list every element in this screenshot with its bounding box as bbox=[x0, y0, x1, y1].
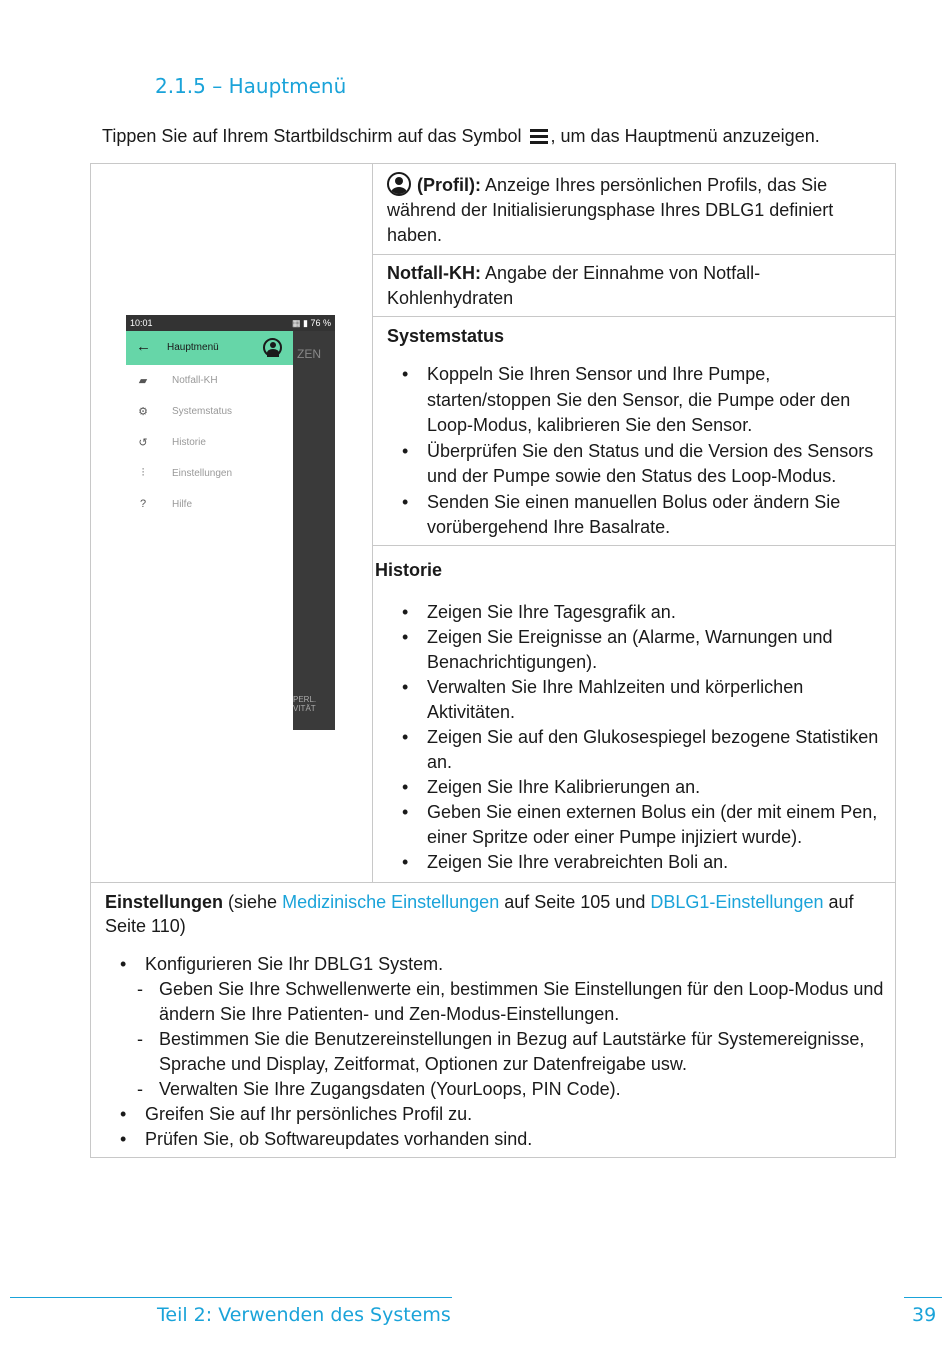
systemstatus-title: Systemstatus bbox=[387, 326, 505, 346]
phone-battery: ▦ ▮ 76 % bbox=[292, 318, 331, 328]
help-icon: ? bbox=[139, 498, 147, 510]
intro-before: Tippen Sie auf Ihrem Startbildschirm auf das Symbol bbox=[102, 126, 522, 146]
back-arrow-icon[interactable]: ← bbox=[136, 338, 151, 355]
systemstatus-cell bbox=[373, 317, 895, 546]
list-item: • Zeigen Sie Ihre verabreichten Boli an. bbox=[387, 850, 885, 875]
footer-part-title: Teil 2: Verwenden des Systems bbox=[157, 1304, 451, 1326]
list-item: • Konfigurieren Sie Ihr DBLG1 System. - Geben Sie Ihre Schwellenwerte ein, bestimmen Sie Einstellungen für den Loop-Modus und ändern Sie Ihre Patienten- und Zen-Modus-Einstellungen. - Bestimmen Sie die Benutzereinstellungen in Bezug auf Lautstärke für Systemereignisse, Sprache und Display, Zeitformat, Optionen zur Datenfreigabe usw. - Verwalten Sie Ihre Zugangsdaten (YourLoops, PIN Code). bbox=[105, 952, 889, 1102]
list-item: - Bestimmen Sie die Benutzereinstellungen in Bezug auf Lautstärke für Systemereignisse, Sprache und Display, Zeitformat, Optionen zur Datenfreigabe usw. bbox=[137, 1027, 889, 1077]
historie-list bbox=[375, 600, 885, 875]
einstellungen-sublist bbox=[137, 977, 889, 1102]
settings-sliders-icon: ⫶ bbox=[141, 467, 145, 479]
drawer-item-systemstatus[interactable]: ⚙ Systemstatus bbox=[126, 403, 293, 423]
einstellungen-header: Einstellungen (siehe Medizinische Einstellungen auf Seite 105 und DBLG1-Einstellungen auf Seite 110) bbox=[105, 892, 854, 936]
list-item: • Geben Sie einen externen Bolus ein (der mit einem Pen, einer Spritze oder einer Pumpe injiziert wurde). bbox=[387, 800, 885, 850]
main-menu-drawer bbox=[126, 331, 293, 730]
notfall-cell bbox=[373, 255, 895, 317]
phone-status-bar bbox=[126, 315, 335, 331]
notfall-text: Angabe der Einnahme von Notfall-Kohlenhydraten bbox=[387, 263, 761, 308]
screenshot-cell bbox=[91, 164, 373, 882]
drawer-item-hilfe[interactable]: ? Hilfe bbox=[126, 496, 293, 516]
historie-title: Historie bbox=[375, 560, 443, 580]
link-medizinische-einstellungen[interactable]: Medizinische Einstellungen bbox=[282, 892, 500, 912]
drawer-title: Hauptmenü bbox=[167, 342, 219, 353]
list-item: • Verwalten Sie Ihre Mahlzeiten und körperlichen Aktivitäten. bbox=[387, 675, 885, 725]
notfall-title: Notfall-KH: bbox=[387, 263, 481, 283]
carbs-icon: ▰ bbox=[138, 375, 148, 387]
drawer-item-einstellungen[interactable]: ⫶ Einstellungen bbox=[126, 465, 293, 485]
list-item: • Greifen Sie auf Ihr persönliches Profil zu. bbox=[105, 1102, 889, 1127]
drawer-item-notfall-kh[interactable]: ▰ Notfall-KH bbox=[126, 372, 293, 392]
page-number: 39 bbox=[912, 1304, 937, 1326]
hamburger-icon bbox=[530, 129, 548, 144]
footer-divider-right bbox=[904, 1297, 942, 1298]
einstellungen-title: Einstellungen bbox=[105, 892, 224, 912]
link-dblg1-einstellungen[interactable]: DBLG1-Einstellungen bbox=[650, 892, 824, 912]
einstellungen-list bbox=[105, 952, 889, 1152]
list-item: • Zeigen Sie Ihre Tagesgrafik an. bbox=[387, 600, 885, 625]
phone-screenshot bbox=[126, 315, 335, 730]
section-heading: 2.1.5 – Hauptmenü bbox=[155, 74, 347, 98]
footer-divider-left bbox=[10, 1297, 452, 1298]
list-item: • Zeigen Sie Ihre Kalibrierungen an. bbox=[387, 775, 885, 800]
systemstatus-list bbox=[387, 362, 885, 541]
intro-text bbox=[102, 126, 820, 147]
profil-title: (Profil): bbox=[417, 175, 481, 195]
historie-cell bbox=[373, 546, 895, 882]
list-item: • Zeigen Sie Ereignisse an (Alarme, Warnungen und Benachrichtigungen). bbox=[387, 625, 885, 675]
menu-table bbox=[90, 163, 896, 1158]
phone-time: 10:01 bbox=[130, 318, 153, 328]
drawer-item-historie[interactable]: ↺ Historie bbox=[126, 434, 293, 454]
list-item: • Prüfen Sie, ob Softwareupdates vorhanden sind. bbox=[105, 1127, 889, 1152]
profile-icon bbox=[387, 172, 411, 196]
intro-after: , um das Hauptmenü anzuzeigen. bbox=[550, 126, 820, 146]
phone-background-text: ZEN bbox=[297, 347, 321, 361]
drawer-header bbox=[126, 331, 293, 365]
history-icon: ↺ bbox=[138, 437, 148, 449]
system-icon: ⚙ bbox=[138, 406, 148, 418]
list-item: - Geben Sie Ihre Schwellenwerte ein, bestimmen Sie Einstellungen für den Loop-Modus und ändern Sie Ihre Patienten- und Zen-Modus-Einstellungen. bbox=[137, 977, 889, 1027]
list-item: • Zeigen Sie auf den Glukosespiegel bezogene Statistiken an. bbox=[387, 725, 885, 775]
einstellungen-cell bbox=[91, 882, 895, 1158]
profile-icon[interactable] bbox=[263, 338, 282, 357]
profil-cell bbox=[373, 164, 895, 255]
list-item: • Koppeln Sie Ihren Sensor und Ihre Pumpe, starten/stoppen Sie den Sensor, die Pumpe oder den Loop-Modus, kalibrieren Sie den Sensor. bbox=[387, 362, 885, 439]
list-item: • Überprüfen Sie den Status und die Version des Sensors und der Pumpe sowie den Status des Loop-Modus. bbox=[387, 439, 885, 490]
phone-background-screen bbox=[293, 331, 335, 730]
profil-text: Anzeige Ihres persönlichen Profils, das Sie während der Initialisierungsphase Ihres DBLG1 definiert haben. bbox=[387, 175, 834, 245]
list-item: - Verwalten Sie Ihre Zugangsdaten (YourLoops, PIN Code). bbox=[137, 1077, 889, 1102]
list-item: • Senden Sie einen manuellen Bolus oder ändern Sie vorübergehend Ihre Basalrate. bbox=[387, 490, 885, 541]
phone-background-bottom: PERL. VITÄT bbox=[293, 695, 317, 713]
